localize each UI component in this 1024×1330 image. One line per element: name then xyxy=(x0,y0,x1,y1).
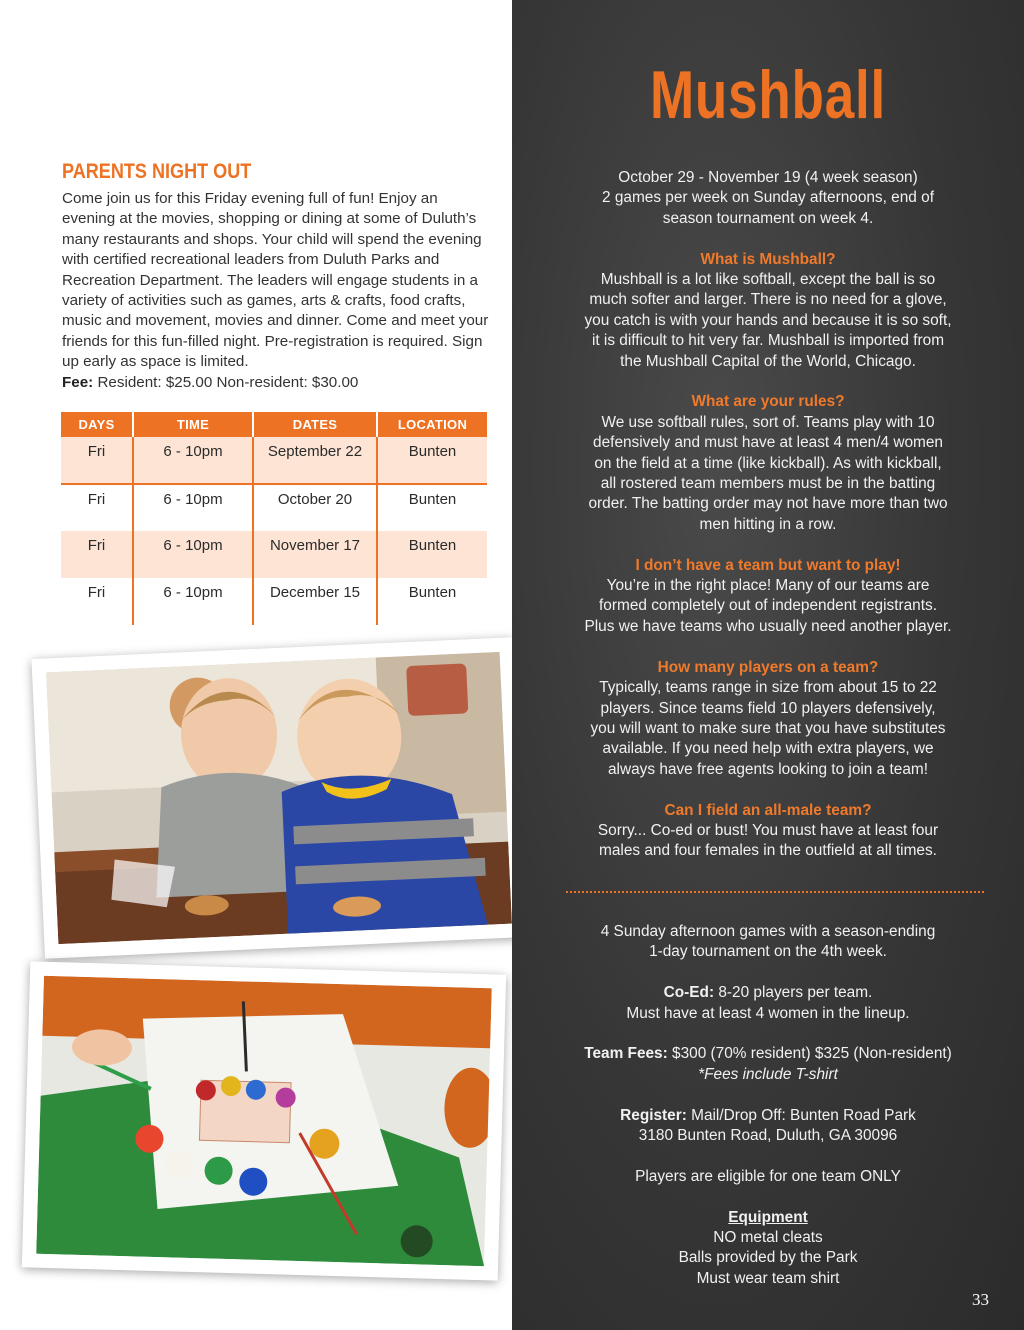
cell-date: September 22 xyxy=(253,437,377,484)
coed-label: Co-Ed: xyxy=(663,984,715,1002)
cell-location: Bunten xyxy=(377,531,487,578)
equipment-title: Equipment xyxy=(728,1208,808,1226)
kids-painting-photo xyxy=(22,961,506,1280)
fees-value: $300 (70% resident) $325 (Non-resident) xyxy=(667,1045,952,1063)
mushball-title: Mushball xyxy=(649,57,887,133)
header-dates: DATES xyxy=(253,412,377,437)
faq-question: Can I field an all-male team? xyxy=(664,801,872,819)
equipment-item: NO metal cleats xyxy=(713,1229,823,1247)
faq-answer: Sorry... Co-ed or bust! You must have at least four males and four females in the outfield at all times. xyxy=(597,821,939,860)
faq-answer: Typically, teams range in size from about 15 to 22 players. Since teams field 10 players defensively, you will want to make sure that you have substitutes available. If you need help with extra players, we always have free agents looking to join a team! xyxy=(590,679,946,778)
header-time: TIME xyxy=(133,412,253,437)
kids-cookies-photo xyxy=(31,637,526,959)
cell-date: November 17 xyxy=(253,531,377,578)
register-label: Register: xyxy=(620,1106,687,1124)
cell-location: Bunten xyxy=(377,437,487,484)
cell-day: Fri xyxy=(61,531,133,578)
cell-location: Bunten xyxy=(408,584,457,601)
mushball-info xyxy=(568,168,968,862)
coed-line xyxy=(568,983,968,1003)
parents-night-out-body xyxy=(62,189,494,393)
cell-time: 6 - 10pm xyxy=(133,484,253,531)
cell-location: Bunten xyxy=(408,491,457,508)
equipment-item: Balls provided by the Park xyxy=(678,1249,858,1267)
games-info: 4 Sunday afternoon games with a season-ending 1-day tournament on the 4th week. xyxy=(600,923,936,961)
parents-night-out-title: PARENTS NIGHT OUT xyxy=(62,160,252,183)
header-days: DAYS xyxy=(61,412,133,437)
register-address: 3180 Bunten Road, Duluth, GA 30096 xyxy=(638,1127,898,1145)
fee-line xyxy=(62,373,494,393)
cell-date: December 15 xyxy=(253,578,377,625)
cell-date: October 20 xyxy=(253,484,377,531)
schedule-header-row xyxy=(61,412,487,437)
cell-time: 6 - 10pm xyxy=(133,437,253,484)
register-value: Mail/Drop Off: Bunten Road Park xyxy=(686,1106,916,1124)
register-line xyxy=(568,1106,968,1126)
kids-cookies-illustration xyxy=(46,652,512,944)
faq-question: What are your rules? xyxy=(691,393,845,411)
season-intro: October 29 - November 19 (4 week season) 2 games per week on Sunday afternoons, end of season tournament on week 4. xyxy=(602,169,934,227)
faq-answer: We use softball rules, sort of. Teams play with 10 defensively and must have at least 4 men/4 women on the field at a time (like kickball). As with kickball, all rostered team members must be in the batting order. The batting order may not have more than two men hitting in a row. xyxy=(588,413,948,533)
cell-day: Fri xyxy=(61,484,133,531)
faq-question: What is Mushball? xyxy=(700,250,836,268)
eligibility-note: Players are eligible for one team ONLY xyxy=(635,1167,901,1185)
fees-line xyxy=(568,1044,968,1064)
page-number: 33 xyxy=(972,1290,989,1309)
cell-day: Fri xyxy=(61,578,133,625)
table-row xyxy=(61,437,487,484)
parents-night-out-description: Come join us for this Friday evening full of fun! Enjoy an evening at the movies, shopping or dining at some of Duluth’s many restaurants and shops. Your child will spend the evening with certified recreational leaders from Duluth Parks and Recreation Department. The leaders will engage students in a variety of activities such as games, arts & crafts, food crafts, music and movement, movies and dinner. Come and meet your friends for this fun-filled night. Pre-registration is required. Sign up early as space is limited. xyxy=(62,190,489,371)
faq-question: I don’t have a team but want to play! xyxy=(635,556,901,574)
header-location: LOCATION xyxy=(377,412,487,437)
schedule-table xyxy=(61,412,487,625)
coed-note: Must have at least 4 women in the lineup. xyxy=(626,1004,910,1022)
cell-time: 6 - 10pm xyxy=(133,578,253,625)
fee-label: Fee: xyxy=(62,373,94,391)
fee-value: Resident: $25.00 Non-resident: $30.00 xyxy=(93,373,359,391)
dotted-divider xyxy=(566,891,984,893)
faq-answer: You’re in the right place! Many of our teams are formed completely out of independent registrants. Plus we have teams who usually need another player. xyxy=(584,577,952,635)
equipment-item: Must wear team shirt xyxy=(696,1269,840,1287)
faq-question: How many players on a team? xyxy=(657,658,879,676)
kids-painting-illustration xyxy=(36,976,492,1266)
table-row xyxy=(61,484,487,531)
table-row xyxy=(61,578,487,625)
mushball-details xyxy=(568,922,968,1289)
fees-label: Team Fees: xyxy=(584,1045,668,1063)
cell-day: Fri xyxy=(61,437,133,484)
fees-note: *Fees include T-shirt xyxy=(698,1065,838,1083)
faq-answer: Mushball is a lot like softball, except the ball is so much softer and larger. There is no need for a glove, you catch is with your hands and because it is so soft, it is difficult to hit very far. Mushball is imported from the Mushball Capital of the World, Chicago. xyxy=(584,271,952,370)
mushball-panel xyxy=(512,0,1024,1330)
coed-value: 8-20 players per team. xyxy=(714,984,873,1002)
table-row xyxy=(61,531,487,578)
cell-time: 6 - 10pm xyxy=(133,531,253,578)
